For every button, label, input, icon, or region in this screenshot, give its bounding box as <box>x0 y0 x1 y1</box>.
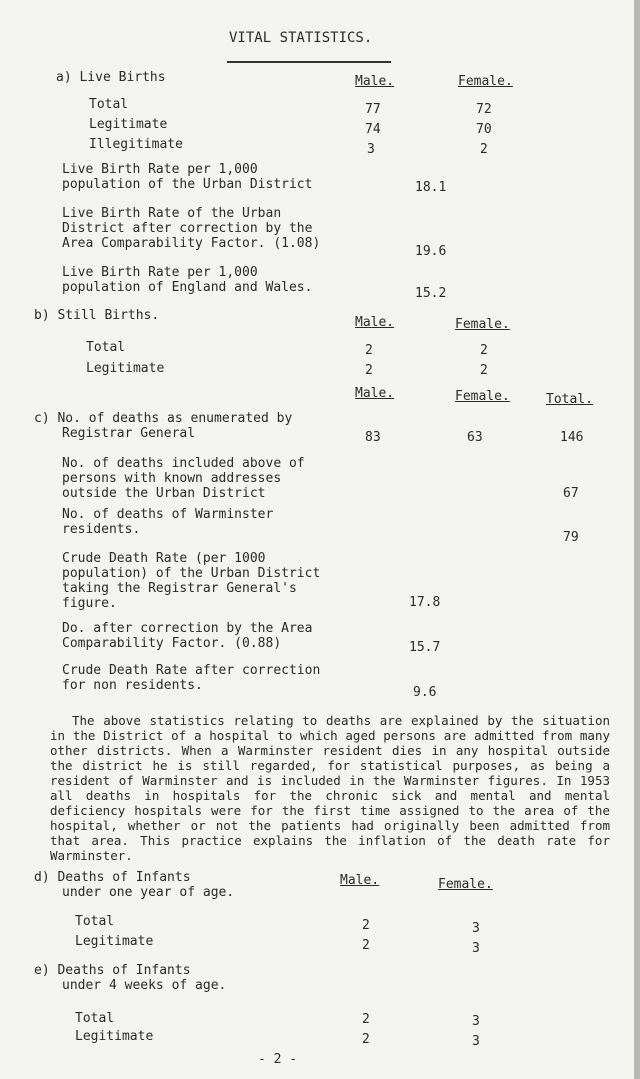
outside-deaths-total: 67 <box>563 486 579 501</box>
birth-rate-value: 18.1 <box>415 180 447 195</box>
registered-deaths-label: Registrar General <box>62 426 196 441</box>
neonatal-deaths-row-male: 2 <box>362 1012 370 1027</box>
infant-deaths-row-female: 3 <box>472 921 480 936</box>
live-births-row-label: Legitimate <box>89 117 168 132</box>
still-births-row-label: Legitimate <box>86 361 165 376</box>
infant-deaths-heading: under one year of age. <box>62 885 235 900</box>
page-title: VITAL STATISTICS. <box>229 30 373 46</box>
still-births-col-female: Female. <box>455 317 510 332</box>
live-births-row-female: 72 <box>476 102 492 117</box>
outside-deaths-label: outside the Urban District <box>62 486 266 501</box>
infant-deaths-col-male: Male. <box>340 873 380 888</box>
infant-deaths-row-male: 2 <box>362 918 370 933</box>
infant-deaths-row-label: Total <box>75 914 115 929</box>
registered-deaths-male: 83 <box>365 430 381 445</box>
corrected-birth-rate-label: Live Birth Rate of the Urban <box>62 206 282 221</box>
corrected-birth-rate-label: Area Comparability Factor. (1.08) <box>62 236 321 251</box>
still-births-row-label: Total <box>86 340 126 355</box>
corrected-birth-rate-value: 19.6 <box>415 244 447 259</box>
registered-deaths-female: 63 <box>467 430 483 445</box>
live-births-row-female: 2 <box>480 142 488 157</box>
deaths-col-total: Total. <box>546 392 593 407</box>
corrected-death-rate-label: Comparability Factor. (0.88) <box>62 636 282 651</box>
resident-deaths-label: No. of deaths of Warminster <box>62 507 274 522</box>
birth-rate-label: population of the Urban District <box>62 177 313 192</box>
neonatal-deaths-row-label: Legitimate <box>75 1029 154 1044</box>
outside-deaths-label: No. of deaths included above of <box>62 456 305 471</box>
still-births-row-male: 2 <box>365 363 373 378</box>
crude-death-rate-value: 17.8 <box>409 595 441 610</box>
explanation-text: The above statistics relating to deaths are explained by the situation in the District of a hospital to which aged persons are admitted from many other districts. When a Warminster resident dies in any hospital outside the district he is still regarded, for statistical purposes, as being a resident of Warminster and is included in the Warminster figures. In 1953 all deaths in hospitals for the chronic sick and mental and mental deficiency hospitals were for the first time assigned to the area of the hospital, whether or not the patients had originally been admitted from that area. This practice explains the inflation of the death rate for Warminster. <box>50 713 610 863</box>
corrected-death-rate-label: Do. after correction by the Area <box>62 621 313 636</box>
national-birth-rate-value: 15.2 <box>415 286 447 301</box>
neonatal-deaths-heading: e) Deaths of Infants <box>34 963 191 978</box>
crude-death-rate-label: Crude Death Rate (per 1000 <box>62 551 266 566</box>
crude-death-rate-label: taking the Registrar General's <box>62 581 297 596</box>
explanation-paragraph <box>50 713 610 863</box>
crude-death-rate-label: population) of the Urban District <box>62 566 321 581</box>
infant-deaths-col-female: Female. <box>438 877 493 892</box>
infant-deaths-row-female: 3 <box>472 941 480 956</box>
still-births-heading: b) Still Births. <box>34 308 160 323</box>
infant-deaths-row-male: 2 <box>362 938 370 953</box>
live-births-row-male: 3 <box>367 142 375 157</box>
live-births-row-label: Illegitimate <box>89 137 183 152</box>
infant-deaths-row-label: Legitimate <box>75 934 154 949</box>
registered-deaths-label: c) No. of deaths as enumerated by <box>34 411 293 426</box>
live-births-heading: a) Live Births <box>56 70 166 85</box>
resident-deaths-total: 79 <box>563 530 579 545</box>
neonatal-deaths-row-female: 3 <box>472 1014 480 1029</box>
live-births-row-label: Total <box>89 97 129 112</box>
page-edge <box>634 0 640 1079</box>
neonatal-deaths-row-female: 3 <box>472 1034 480 1049</box>
outside-deaths-label: persons with known addresses <box>62 471 282 486</box>
corrected-birth-rate-label: District after correction by the <box>62 221 313 236</box>
live-births-col-female: Female. <box>458 74 513 89</box>
national-birth-rate-label: Live Birth Rate per 1,000 <box>62 265 258 280</box>
resident-deaths-label: residents. <box>62 522 141 537</box>
neonatal-deaths-row-male: 2 <box>362 1032 370 1047</box>
neonatal-deaths-heading: under 4 weeks of age. <box>62 978 227 993</box>
live-births-col-male: Male. <box>355 74 395 89</box>
live-births-row-female: 70 <box>476 122 492 137</box>
corrected-death-rate-value: 15.7 <box>409 640 441 655</box>
deaths-col-male: Male. <box>355 386 395 401</box>
live-births-row-male: 74 <box>365 122 381 137</box>
registered-deaths-total: 146 <box>560 430 584 445</box>
nonresident-death-rate-label: Crude Death Rate after correction <box>62 663 321 678</box>
neonatal-deaths-row-label: Total <box>75 1011 115 1026</box>
birth-rate-label: Live Birth Rate per 1,000 <box>62 162 258 177</box>
deaths-col-female: Female. <box>455 389 510 404</box>
national-birth-rate-label: population of England and Wales. <box>62 280 313 295</box>
still-births-row-male: 2 <box>365 343 373 358</box>
live-births-row-male: 77 <box>365 102 381 117</box>
title-underline <box>227 61 391 63</box>
nonresident-death-rate-label: for non residents. <box>62 678 203 693</box>
nonresident-death-rate-value: 9.6 <box>413 685 437 700</box>
still-births-row-female: 2 <box>480 343 488 358</box>
crude-death-rate-label: figure. <box>62 596 117 611</box>
still-births-col-male: Male. <box>355 315 395 330</box>
infant-deaths-heading: d) Deaths of Infants <box>34 870 191 885</box>
page-number: - 2 - <box>258 1052 298 1067</box>
still-births-row-female: 2 <box>480 363 488 378</box>
